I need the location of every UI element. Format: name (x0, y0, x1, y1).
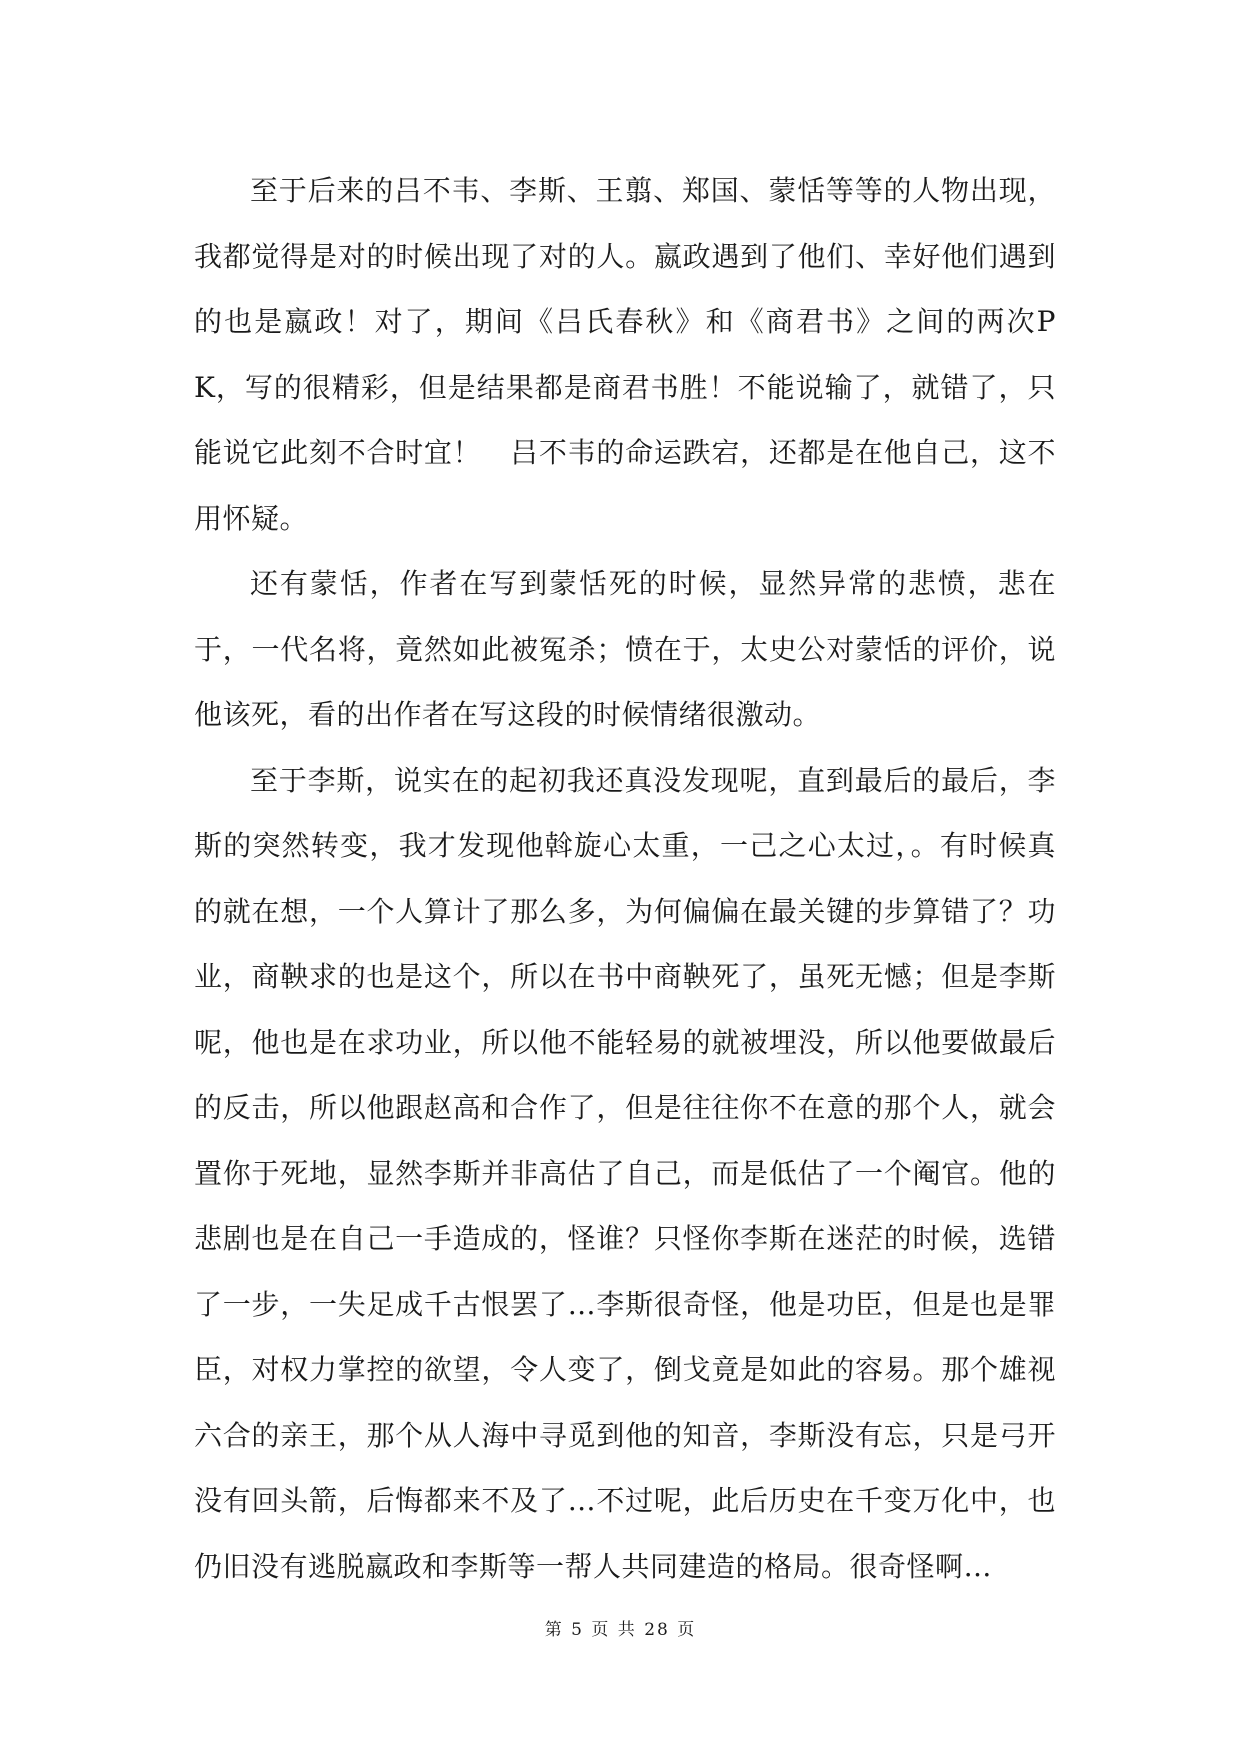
paragraph-1: 至于后来的吕不韦、李斯、王翦、郑国、蒙恬等等的人物出现，我都觉得是对的时候出现了对的人。嬴政遇到了他们、幸好他们遇到的也是嬴政！对了，期间《吕氏春秋》和《商君书》之间的两次PK，写的很精彩，但是结果都是商君书胜！不能说输了，就错了，只能说它此刻不合时宜！ 吕不韦的命运跌宕，还都是在他自己，这不用怀疑。 (194, 174, 1056, 535)
paragraph-2: 还有蒙恬，作者在写到蒙恬死的时候，显然异常的悲愤，悲在于，一代名将，竟然如此被冤杀；愤在于，太史公对蒙恬的评价，说他该死，看的出作者在写这段的时候情绪很激动。 (194, 567, 1056, 731)
paragraph-3: 至于李斯，说实在的起初我还真没发现呢，直到最后的最后，李斯的突然转变，我才发现他斡旋心太重，一己之心太过，。有时候真的就在想，一个人算计了那么多，为何偏偏在最关键的步算错了？功业，商鞅求的也是这个，所以在书中商鞅死了，虽死无憾；但是李斯呢，他也是在求功业，所以他不能轻易的就被埋没，所以他要做最后的反击，所以他跟赵高和合作了，但是往往你不在意的那个人，就会置你于死地，显然李斯并非高估了自己，而是低估了一个阉官。他的悲剧也是在自己一手造成的，怪谁？只怪你李斯在迷茫的时候，选错了一步，一失足成千古恨罢了…李斯很奇怪，他是功臣，但是也是罪臣，对权力掌控的欲望，令人变了，倒戈竟是如此的容易。那个雄视六合的亲王，那个从人海中寻觅到他的知音，李斯没有忘，只是弓开没有回头箭，后悔都来不及了…不过呢，此后历史在千变万化中，也仍旧没有逃脱嬴政和李斯等一帮人共同建造的格局。很奇怪啊… (194, 763, 1056, 1583)
document-body (194, 158, 1056, 1599)
page-footer: 第 5 页 共 28 页 (544, 1620, 697, 1640)
